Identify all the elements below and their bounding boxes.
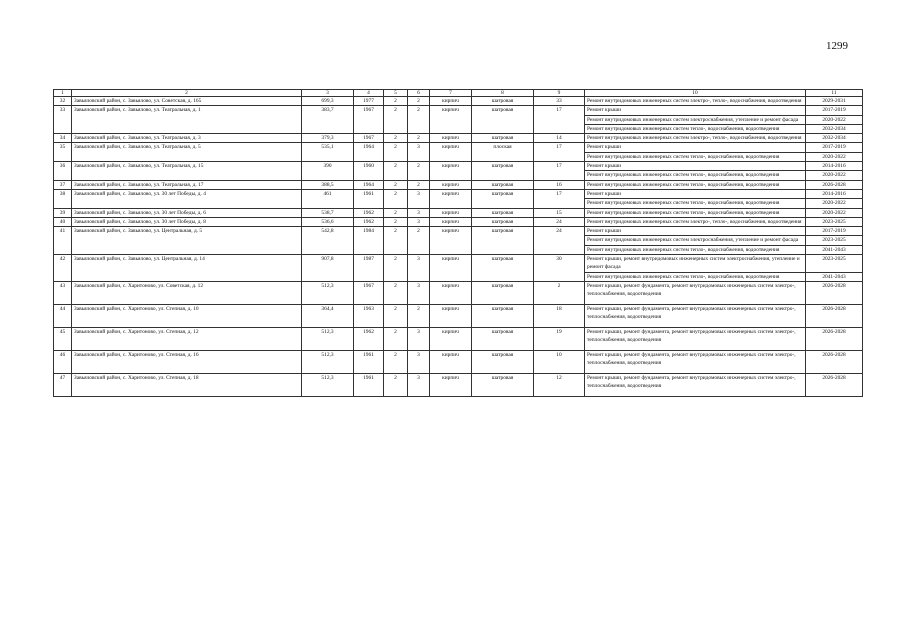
- entrances-cell: 3: [408, 208, 430, 217]
- row-number-cell: 42: [54, 255, 72, 282]
- repair-period-cell: 2041-2043: [806, 272, 863, 281]
- repair-period-cell: 2020-2022: [806, 208, 863, 217]
- repair-period-cell: 2020-2022: [806, 152, 863, 161]
- roof-type-cell: шатровая: [472, 281, 534, 304]
- flats-count-cell: 14: [534, 134, 585, 143]
- roof-type-cell: шатровая: [472, 373, 534, 396]
- repair-period-cell: 2020-2022: [806, 115, 863, 124]
- wall-material-cell: кирпич: [430, 106, 472, 134]
- column-number-header: 2: [72, 90, 302, 97]
- row-number-cell: 41: [54, 227, 72, 255]
- roof-type-cell: шатровая: [472, 350, 534, 373]
- column-number-header: 11: [806, 90, 863, 97]
- area-cell: 512,3: [302, 327, 354, 350]
- wall-material-cell: кирпич: [430, 208, 472, 217]
- roof-type-cell: шатровая: [472, 97, 534, 106]
- address-cell: Завьяловский район, с. Харитоново, ул. Степная, д. 16: [72, 350, 302, 373]
- row-number-cell: 43: [54, 281, 72, 304]
- entrances-cell: 2: [408, 180, 430, 189]
- column-number-header: 5: [384, 90, 408, 97]
- floors-cell: 2: [384, 208, 408, 217]
- entrances-cell: 2: [408, 304, 430, 327]
- year-built-cell: 1961: [354, 350, 384, 373]
- repair-period-cell: 2023-2025: [806, 217, 863, 226]
- floors-cell: 2: [384, 373, 408, 396]
- wall-material-cell: кирпич: [430, 255, 472, 282]
- repair-period-cell: 2014-2016: [806, 162, 863, 171]
- roof-type-cell: шатровая: [472, 162, 534, 181]
- entrances-cell: 3: [408, 350, 430, 373]
- area-cell: 512,3: [302, 373, 354, 396]
- address-cell: Завьяловский район, с. Завьялово, ул. Театральная, д. 17: [72, 180, 302, 189]
- wall-material-cell: кирпич: [430, 281, 472, 304]
- year-built-cell: 1960: [354, 162, 384, 181]
- wall-material-cell: кирпич: [430, 97, 472, 106]
- column-number-header: 1: [54, 90, 72, 97]
- area-cell: 536,6: [302, 217, 354, 226]
- year-built-cell: 1963: [354, 304, 384, 327]
- repair-period-cell: 2017-2019: [806, 106, 863, 115]
- repair-work-cell: Ремонт внутридомовых инженерных систем тепло-, водоснабжения, водоотведения: [585, 171, 806, 180]
- column-number-header: 3: [302, 90, 354, 97]
- roof-type-cell: шатровая: [472, 189, 534, 208]
- table-row: [54, 217, 863, 226]
- page-number: 1299: [826, 40, 848, 52]
- repair-work-cell: Ремонт внутридомовых инженерных систем тепло-, водоснабжения, водоотведения: [585, 180, 806, 189]
- address-cell: Завьяловский район, с. Завьялово, ул. Театральная, д. 3: [72, 134, 302, 143]
- repair-period-cell: 2014-2016: [806, 189, 863, 198]
- floors-cell: 2: [384, 281, 408, 304]
- repair-work-cell: Ремонт крыши, ремонт внутридомовых инженерных систем электроснабжения, утепление и ремонт фасада: [585, 255, 806, 273]
- flats-count-cell: 30: [534, 255, 585, 282]
- address-cell: Завьяловский район, с. Харитоново, ул. Степная, д. 12: [72, 327, 302, 350]
- repair-period-cell: 2026-2028: [806, 350, 863, 373]
- year-built-cell: 1961: [354, 373, 384, 396]
- table-row: [54, 180, 863, 189]
- year-built-cell: 1977: [354, 97, 384, 106]
- entrances-cell: 3: [408, 217, 430, 226]
- column-number-header: 8: [472, 90, 534, 97]
- address-cell: Завьяловский район, с. Завьялово, ул. Театральная, д. 15: [72, 162, 302, 181]
- roof-type-cell: шатровая: [472, 327, 534, 350]
- floors-cell: 2: [384, 217, 408, 226]
- table-row: [54, 227, 863, 236]
- wall-material-cell: кирпич: [430, 189, 472, 208]
- floors-cell: 2: [384, 189, 408, 208]
- repair-period-cell: 2029-2031: [806, 97, 863, 106]
- table-row: [54, 143, 863, 152]
- floors-cell: 2: [384, 255, 408, 282]
- entrances-cell: 2: [408, 106, 430, 134]
- repair-work-cell: Ремонт внутридомовых инженерных систем тепло-, водоснабжения, водоотведения: [585, 208, 806, 217]
- area-cell: 538,7: [302, 208, 354, 217]
- table-row: [54, 162, 863, 171]
- area-cell: 512,3: [302, 350, 354, 373]
- table-row: [54, 304, 863, 327]
- repair-period-cell: 2023-2025: [806, 236, 863, 245]
- repair-work-cell: Ремонт крыши: [585, 143, 806, 152]
- year-built-cell: 1964: [354, 143, 384, 162]
- repair-work-cell: Ремонт крыши: [585, 162, 806, 171]
- flats-count-cell: 17: [534, 106, 585, 134]
- wall-material-cell: кирпич: [430, 373, 472, 396]
- repair-work-cell: Ремонт внутридомовых инженерных систем электроснабжения, утепление и ремонт фасада: [585, 236, 806, 245]
- year-built-cell: 1962: [354, 217, 384, 226]
- area-cell: 907,8: [302, 255, 354, 282]
- area-cell: 512,3: [302, 281, 354, 304]
- row-number-cell: 45: [54, 327, 72, 350]
- repair-period-cell: 2020-2022: [806, 171, 863, 180]
- column-number-header: 4: [354, 90, 384, 97]
- roof-type-cell: плоская: [472, 143, 534, 162]
- address-cell: Завьяловский район, с. Харитоново, ул. Степная, д. 10: [72, 304, 302, 327]
- row-number-cell: 34: [54, 134, 72, 143]
- repair-work-cell: Ремонт внутридомовых инженерных систем тепло-, водоснабжения, водоотведения: [585, 245, 806, 254]
- roof-type-cell: шатровая: [472, 304, 534, 327]
- table-row: [54, 255, 863, 273]
- entrances-cell: 3: [408, 143, 430, 162]
- entrances-cell: 2: [408, 227, 430, 255]
- table-row: [54, 189, 863, 198]
- column-number-header: 9: [534, 90, 585, 97]
- repair-period-cell: 2017-2019: [806, 227, 863, 236]
- table-row: [54, 97, 863, 106]
- table-row: [54, 327, 863, 350]
- roof-type-cell: шатровая: [472, 134, 534, 143]
- entrances-cell: 2: [408, 162, 430, 181]
- repair-work-cell: Ремонт внутридомовых инженерных систем электроснабжения, утепление и ремонт фасада: [585, 115, 806, 124]
- flats-count-cell: 15: [534, 208, 585, 217]
- flats-count-cell: 2: [534, 281, 585, 304]
- repair-work-cell: Ремонт крыши, ремонт фундамента, ремонт внутридомовых инженерных систем электро-, теплоснабжения, водоотведения: [585, 373, 806, 396]
- area-cell: 364,4: [302, 304, 354, 327]
- table-row: [54, 106, 863, 115]
- year-built-cell: 1961: [354, 189, 384, 208]
- table-row: [54, 350, 863, 373]
- entrances-cell: 2: [408, 134, 430, 143]
- row-number-cell: 35: [54, 143, 72, 162]
- wall-material-cell: кирпич: [430, 350, 472, 373]
- address-cell: Завьяловский район, с. Завьялово, ул. Центральная, д. 5: [72, 227, 302, 255]
- year-built-cell: 1967: [354, 281, 384, 304]
- repair-work-cell: Ремонт крыши, ремонт фундамента, ремонт внутридомовых инженерных систем электро-, теплоснабжения, водоотведения: [585, 281, 806, 304]
- row-number-cell: 33: [54, 106, 72, 134]
- roof-type-cell: шатровая: [472, 227, 534, 255]
- wall-material-cell: кирпич: [430, 227, 472, 255]
- table-row: [54, 281, 863, 304]
- table-row: [54, 134, 863, 143]
- year-built-cell: 1962: [354, 208, 384, 217]
- repair-period-cell: 2023-2025: [806, 255, 863, 273]
- address-cell: Завьяловский район, с. Завьялово, ул. 30 лет Победы, д. 6: [72, 208, 302, 217]
- wall-material-cell: кирпич: [430, 217, 472, 226]
- repair-period-cell: 2026-2028: [806, 180, 863, 189]
- table-row: [54, 208, 863, 217]
- entrances-cell: 3: [408, 255, 430, 282]
- repair-period-cell: 2041-2043: [806, 245, 863, 254]
- address-cell: Завьяловский район, с. Завьялово, ул. Театральная, д. 5: [72, 143, 302, 162]
- roof-type-cell: шатровая: [472, 255, 534, 282]
- repair-period-cell: 2026-2028: [806, 373, 863, 396]
- flats-count-cell: 24: [534, 217, 585, 226]
- wall-material-cell: кирпич: [430, 327, 472, 350]
- repair-work-cell: Ремонт внутридомовых инженерных систем электро-, тепло-, водоснабжения, водоотведения: [585, 97, 806, 106]
- roof-type-cell: шатровая: [472, 180, 534, 189]
- area-cell: 542,8: [302, 227, 354, 255]
- repair-work-cell: Ремонт крыши: [585, 106, 806, 115]
- entrances-cell: 3: [408, 281, 430, 304]
- column-number-header: 6: [408, 90, 430, 97]
- address-cell: Завьяловский район, с. Харитоново, ул. Степная, д. 18: [72, 373, 302, 396]
- area-cell: 379,3: [302, 134, 354, 143]
- area-cell: 388,5: [302, 180, 354, 189]
- repair-work-cell: Ремонт крыши, ремонт фундамента, ремонт внутридомовых инженерных систем электро-, теплоснабжения, водоотведения: [585, 350, 806, 373]
- repair-work-cell: Ремонт крыши: [585, 189, 806, 198]
- row-number-cell: 40: [54, 217, 72, 226]
- floors-cell: 2: [384, 162, 408, 181]
- wall-material-cell: кирпич: [430, 143, 472, 162]
- year-built-cell: 1962: [354, 327, 384, 350]
- area-cell: 390: [302, 162, 354, 181]
- roof-type-cell: шатровая: [472, 217, 534, 226]
- floors-cell: 2: [384, 180, 408, 189]
- repair-period-cell: 2026-2028: [806, 327, 863, 350]
- floors-cell: 2: [384, 106, 408, 134]
- flats-count-cell: 17: [534, 189, 585, 208]
- entrances-cell: 3: [408, 373, 430, 396]
- repair-period-cell: 2026-2028: [806, 304, 863, 327]
- table-row: [54, 373, 863, 396]
- wall-material-cell: кирпич: [430, 304, 472, 327]
- wall-material-cell: кирпич: [430, 180, 472, 189]
- row-number-cell: 47: [54, 373, 72, 396]
- entrances-cell: 3: [408, 189, 430, 208]
- repair-work-cell: Ремонт внутридомовых инженерных систем тепло-, водоснабжения, водоотведения: [585, 199, 806, 208]
- roof-type-cell: шатровая: [472, 106, 534, 134]
- repair-work-cell: Ремонт крыши, ремонт фундамента, ремонт внутридомовых инженерных систем электро-, теплоснабжения, водоотведения: [585, 304, 806, 327]
- row-number-cell: 39: [54, 208, 72, 217]
- repair-work-cell: Ремонт внутридомовых инженерных систем электро-, тепло-, водоснабжения, водоотведения: [585, 134, 806, 143]
- floors-cell: 2: [384, 227, 408, 255]
- column-number-header: 7: [430, 90, 472, 97]
- row-number-cell: 46: [54, 350, 72, 373]
- repair-period-cell: 2017-2019: [806, 143, 863, 152]
- flats-count-cell: 33: [534, 97, 585, 106]
- flats-count-cell: 12: [534, 373, 585, 396]
- year-built-cell: 1964: [354, 180, 384, 189]
- flats-count-cell: 18: [534, 304, 585, 327]
- floors-cell: 2: [384, 134, 408, 143]
- repair-work-cell: Ремонт внутридомовых инженерных систем тепло-, водоснабжения, водоотведения: [585, 152, 806, 161]
- row-number-cell: 37: [54, 180, 72, 189]
- address-cell: Завьяловский район, с. Завьялово, ул. Советская, д. 165: [72, 97, 302, 106]
- repair-work-cell: Ремонт внутридомовых инженерных систем электро-, тепло-, водоснабжения, водоотведения: [585, 217, 806, 226]
- wall-material-cell: кирпич: [430, 134, 472, 143]
- repair-work-cell: Ремонт внутридомовых инженерных систем тепло-, водоснабжения, водоотведения: [585, 272, 806, 281]
- flats-count-cell: 19: [534, 327, 585, 350]
- address-cell: Завьяловский район, с. Завьялово, ул. Театральная, д. 1: [72, 106, 302, 134]
- row-number-cell: 44: [54, 304, 72, 327]
- repair-period-cell: 2020-2022: [806, 199, 863, 208]
- floors-cell: 2: [384, 350, 408, 373]
- roof-type-cell: шатровая: [472, 208, 534, 217]
- flats-count-cell: 16: [534, 180, 585, 189]
- floors-cell: 2: [384, 304, 408, 327]
- row-number-cell: 32: [54, 97, 72, 106]
- area-cell: 461: [302, 189, 354, 208]
- header-row: [54, 90, 863, 97]
- column-number-header: 10: [585, 90, 806, 97]
- area-cell: 699,3: [302, 97, 354, 106]
- address-cell: Завьяловский район, с. Завьялово, ул. 30 лет Победы, д. 8: [72, 217, 302, 226]
- year-built-cell: 1967: [354, 134, 384, 143]
- address-cell: Завьяловский район, с. Завьялово, ул. 30 лет Победы, д. 4: [72, 189, 302, 208]
- repair-period-cell: 2026-2028: [806, 281, 863, 304]
- address-cell: Завьяловский район, с. Завьялово, ул. Центральная, д. 14: [72, 255, 302, 282]
- flats-count-cell: 24: [534, 227, 585, 255]
- row-number-cell: 38: [54, 189, 72, 208]
- year-built-cell: 1984: [354, 227, 384, 255]
- flats-count-cell: 17: [534, 143, 585, 162]
- wall-material-cell: кирпич: [430, 162, 472, 181]
- area-cell: 535,1: [302, 143, 354, 162]
- entrances-cell: 3: [408, 327, 430, 350]
- flats-count-cell: 17: [534, 162, 585, 181]
- area-cell: 383,7: [302, 106, 354, 134]
- repair-period-cell: 2032-2034: [806, 124, 863, 133]
- year-built-cell: 1987: [354, 255, 384, 282]
- floors-cell: 2: [384, 327, 408, 350]
- repair-work-cell: Ремонт крыши, ремонт фундамента, ремонт внутридомовых инженерных систем электро-, теплоснабжения, водоотведения: [585, 327, 806, 350]
- housing-repair-table: [53, 89, 863, 397]
- floors-cell: 2: [384, 97, 408, 106]
- address-cell: Завьяловский район, с. Харитоново, ул. Советская, д. 12: [72, 281, 302, 304]
- floors-cell: 2: [384, 143, 408, 162]
- repair-work-cell: Ремонт крыши: [585, 227, 806, 236]
- flats-count-cell: 10: [534, 350, 585, 373]
- repair-period-cell: 2032-2034: [806, 134, 863, 143]
- year-built-cell: 1967: [354, 106, 384, 134]
- repair-work-cell: Ремонт внутридомовых инженерных систем тепло-, водоснабжения, водоотведения: [585, 124, 806, 133]
- entrances-cell: 2: [408, 97, 430, 106]
- row-number-cell: 36: [54, 162, 72, 181]
